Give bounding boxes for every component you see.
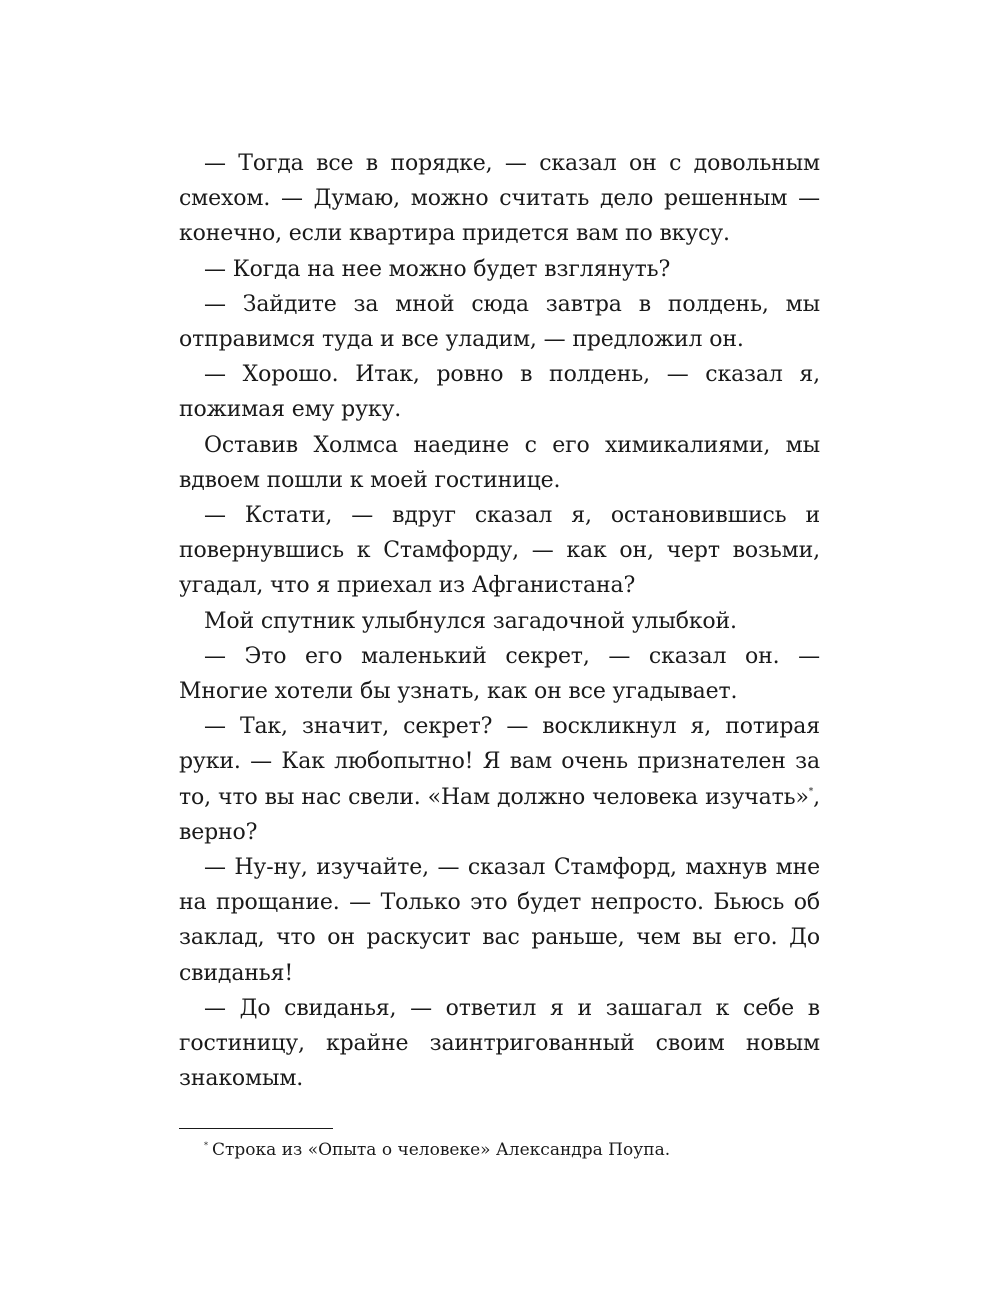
footnote-reference-marker[interactable]: *	[808, 787, 814, 798]
paragraph-7: Мой спутник улыбнулся загадочной улыбкой.	[204, 608, 737, 634]
paragraph-3: — Зайдите за мной сюда завтра в полдень, мы отправимся туда и все уладим, — предложил он.	[179, 291, 820, 353]
paragraph-9-tail: , верно?	[179, 784, 820, 845]
paragraph-1: — Тогда все в порядке, — сказал он с довольным смехом. — Думаю, можно считать дело решенным — конечно, если квартира придется вам по вкусу.	[179, 151, 820, 247]
paragraph-9	[179, 709, 820, 850]
paragraph-10: — Ну-ну, изучайте, — сказал Стамфорд, махнув мне на прощание. — Только это будет непросто. Бьюсь об заклад, что он раскусит вас раньше, чем вы его. До свиданья!	[179, 855, 820, 986]
main-text	[179, 146, 820, 1096]
paragraph-11: — До свиданья, — ответил я и зашагал к себе в гостиницу, крайне заинтригованный своим новым знакомым.	[179, 995, 820, 1092]
footnote-text: Строка из «Опыта о человеке» Александра Поупа.	[212, 1140, 671, 1160]
footnote-marker: *	[204, 1141, 208, 1151]
paragraph-8: — Это его маленький секрет, — сказал он. — Многие хотели бы узнать, как он все угадывает.	[179, 643, 820, 705]
paragraph-4: — Хорошо. Итак, ровно в полдень, — сказал я, пожимая ему руку.	[179, 362, 820, 423]
footnote-divider	[179, 1128, 333, 1129]
paragraph-2: — Когда на нее можно будет взглянуть?	[204, 256, 671, 282]
footnote	[204, 1137, 824, 1163]
paragraph-5: Оставив Холмса наедине с его химикалиями, мы вдвоем пошли к моей гостинице.	[179, 432, 820, 493]
paragraph-6: — Кстати, — вдруг сказал я, остановившись и повернувшись к Стамфорду, — как он, черт возьми, угадал, что я приехал из Афганистана?	[179, 503, 820, 599]
paragraph-9-text: — Так, значит, секрет? — воскликнул я, потирая руки. — Как любопытно! Я вам очень признателен за то, что вы нас свели. «Нам должно человека изучать»	[179, 714, 820, 810]
